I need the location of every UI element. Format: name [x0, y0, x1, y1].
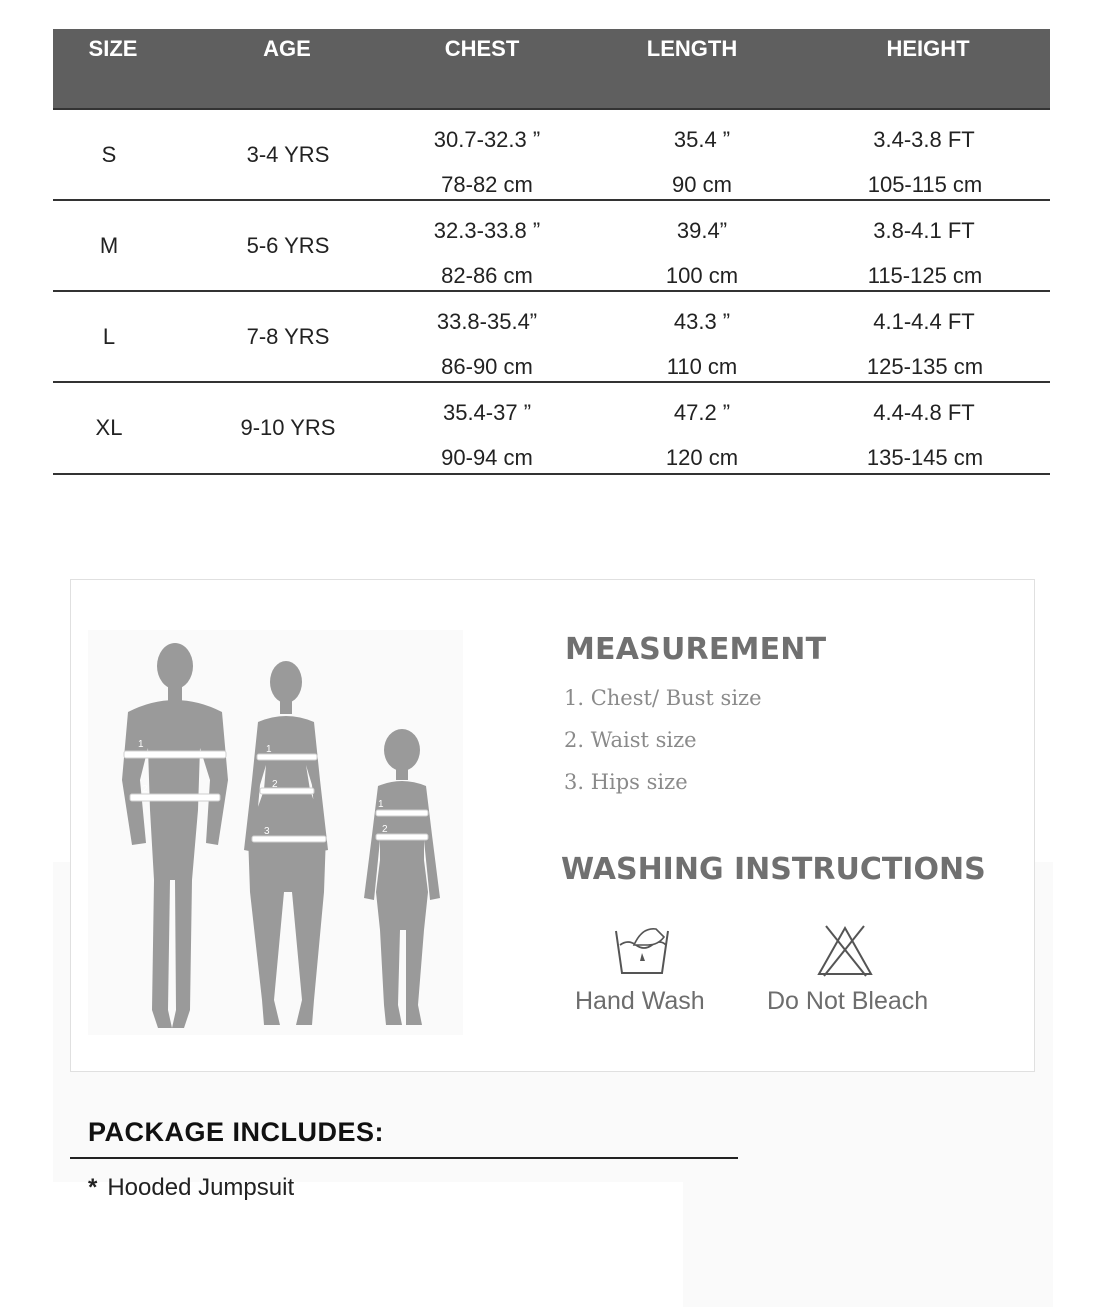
figure-mark: 3: [264, 826, 270, 837]
cell-length-cm: 110 cm: [666, 354, 738, 379]
cell-height-cm: 115-125 cm: [867, 263, 983, 288]
list-item: [88, 1174, 294, 1202]
measurement-item: 3. Hips size: [564, 770, 688, 794]
cell-chest-cm: 90-94 cm: [441, 445, 533, 470]
cell-chest-in: 30.7-32.3 ”: [433, 127, 541, 152]
cell-height-cm: 105-115 cm: [867, 172, 983, 197]
body-figures-illustration: [88, 630, 463, 1035]
woman-figure: [244, 661, 328, 1025]
measurement-item: 2. Waist size: [564, 728, 697, 752]
cell-length-in: 47.2 ”: [673, 400, 731, 425]
chest-band: [124, 751, 226, 758]
cell-length-cm: 100 cm: [665, 263, 739, 288]
hand-wash-label: Hand Wash: [575, 987, 705, 1015]
figure-mark: 1: [266, 744, 272, 755]
do-not-bleach-icon: [816, 924, 874, 983]
figure-mark: 1: [378, 799, 384, 810]
measurement-panel: [70, 579, 1035, 1072]
cell-age: 7-8 YRS: [246, 323, 330, 349]
waist-band: [130, 794, 220, 801]
cell-chest-cm: 78-82 cm: [441, 172, 533, 197]
table-row: [53, 110, 1050, 201]
measurement-title: MEASUREMENT: [565, 632, 827, 667]
chest-band: [376, 810, 428, 816]
table-row: [53, 292, 1050, 383]
cell-height-ft: 4.4-4.8 FT: [873, 400, 975, 425]
cell-chest-in: 35.4-37 ”: [442, 400, 532, 425]
child-figure: [364, 729, 440, 1025]
cell-height-ft: 4.1-4.4 FT: [873, 309, 975, 334]
figure-mark: 2: [272, 779, 278, 790]
cell-length-cm: 120 cm: [665, 445, 739, 470]
man-figure: [122, 643, 228, 1028]
bullet: *: [88, 1174, 98, 1201]
cell-height-ft: 3.8-4.1 FT: [873, 218, 975, 243]
table-header: [53, 29, 1050, 110]
figure-mark: 2: [142, 784, 148, 795]
hand-wash-icon: [612, 923, 672, 982]
header-length: LENGTH: [646, 36, 738, 61]
background-panel: [683, 1182, 1053, 1307]
header-chest: CHEST: [444, 36, 520, 61]
cell-size: XL: [95, 415, 123, 440]
cell-chest-cm: 82-86 cm: [441, 263, 533, 288]
divider: [70, 1157, 738, 1159]
header-size: SIZE: [88, 36, 138, 61]
cell-chest-in: 32.3-33.8 ”: [433, 218, 541, 243]
header-height: HEIGHT: [886, 36, 970, 61]
table-row: [53, 201, 1050, 292]
washing-title: WASHING INSTRUCTIONS: [561, 852, 986, 887]
cell-chest-in: 33.8-35.4”: [436, 309, 538, 334]
cell-size: S: [101, 141, 117, 167]
cell-age: 5-6 YRS: [246, 232, 330, 258]
cell-height-cm: 135-145 cm: [866, 445, 984, 470]
cell-height-ft: 3.4-3.8 FT: [873, 127, 975, 152]
package-item-label: Hooded Jumpsuit: [107, 1174, 295, 1201]
cell-height-cm: 125-135 cm: [866, 354, 984, 379]
cell-age: 3-4 YRS: [246, 141, 330, 167]
package-title: PACKAGE INCLUDES:: [88, 1117, 385, 1147]
measurement-item: 1. Chest/ Bust size: [564, 686, 762, 710]
cell-size: L: [102, 323, 116, 349]
figure-mark: 1: [138, 739, 144, 750]
do-not-bleach-label: Do Not Bleach: [767, 987, 929, 1015]
cell-length-cm: 90 cm: [672, 172, 732, 197]
cell-size: M: [99, 232, 119, 258]
figure-mark: 2: [382, 824, 388, 835]
cell-age: 9-10 YRS: [240, 415, 336, 440]
size-chart-table: [53, 29, 1050, 475]
waist-band: [260, 788, 314, 794]
cell-chest-cm: 86-90 cm: [441, 354, 533, 379]
header-age: AGE: [263, 36, 311, 61]
table-row: [53, 383, 1050, 475]
cell-length-in: 43.3 ”: [673, 309, 731, 334]
cell-length-in: 39.4”: [676, 218, 728, 243]
cell-length-in: 35.4 ”: [673, 127, 731, 152]
